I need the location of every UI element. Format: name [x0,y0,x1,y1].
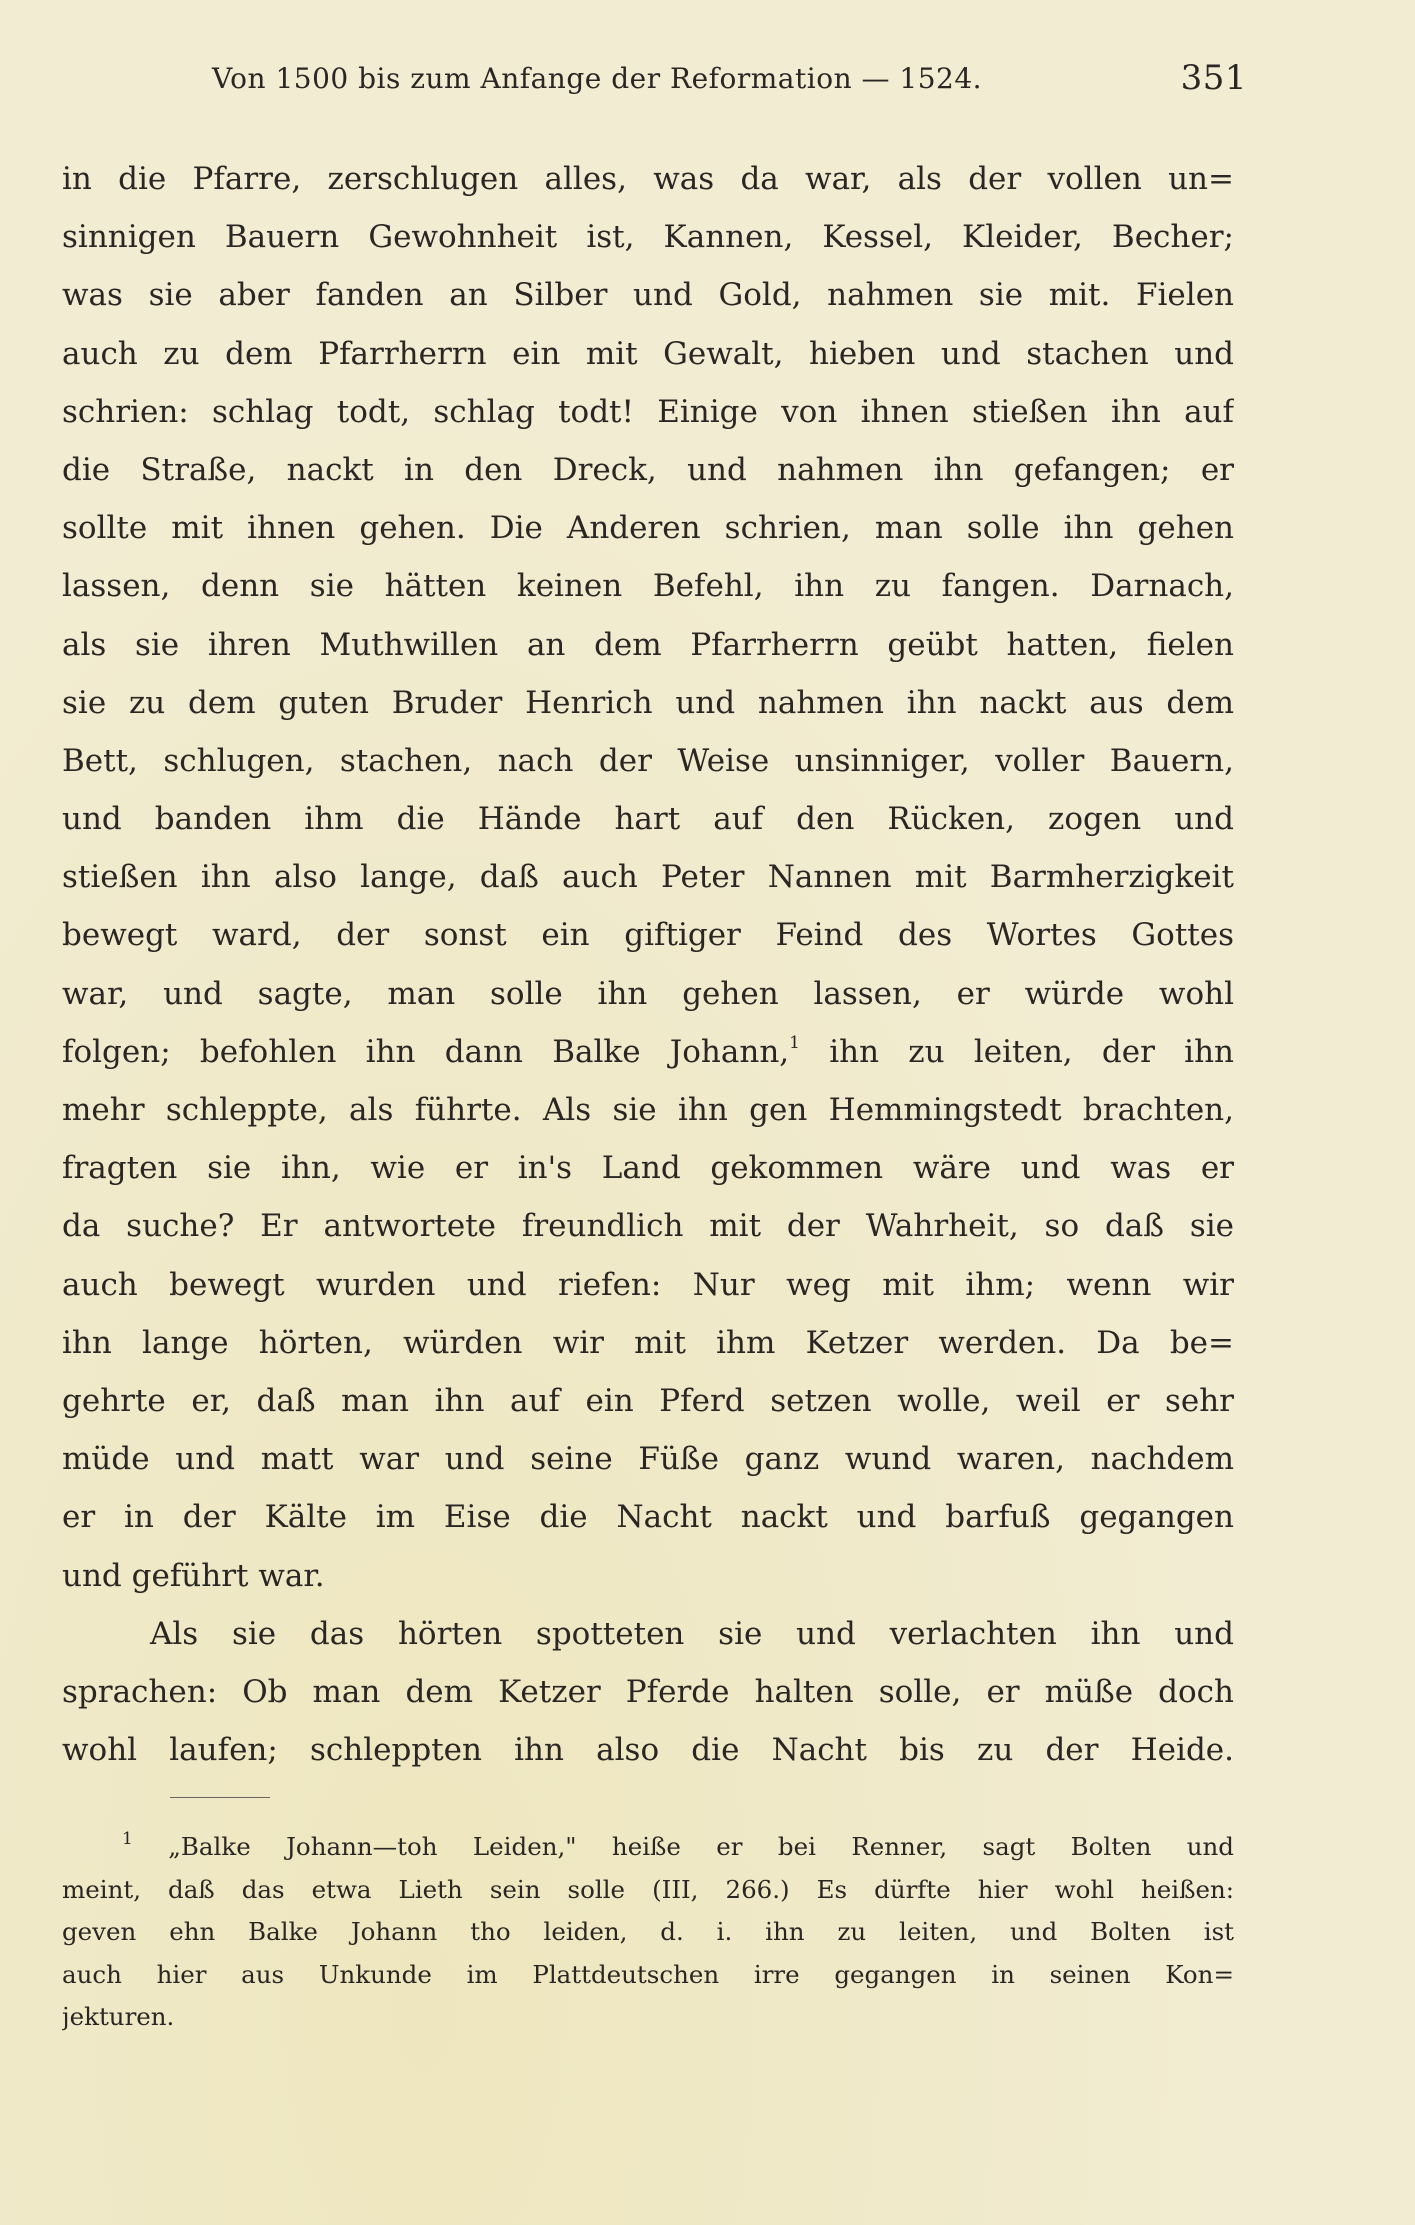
text-line: sinnigen Bauern Gewohnheit ist, Kannen, Kessel, Kleider, Becher; [62,219,1234,256]
footnote-line-text: „Balke Johann—toh Leiden," heiße er bei Renner, sagt Bolten und [168,1832,1234,1861]
footnote-reference: 1 [789,1033,800,1054]
text-line: Als sie das hörten spotteten sie und verlachten ihn und [150,1615,1234,1652]
text-line: schrien: schlag todt, schlag todt! Einige von ihnen stießen ihn auf [62,393,1234,430]
text-line-with-footnote [62,1023,1234,1081]
text-line: auch zu dem Pfarrherrn ein mit Gewalt, hieben und stachen und [62,335,1234,372]
text-line: lassen, denn sie hätten keinen Befehl, ihn zu fangen. Darnach, [62,568,1234,605]
text-line: sprachen: Ob man dem Ketzer Pferde halten solle, er müße doch [62,1673,1234,1710]
text-line: in die Pfarre, zerschlugen alles, was da war, als der vollen un= [62,161,1234,197]
text-line: was sie aber fanden an Silber und Gold, nahmen sie mit. Fielen [62,277,1234,314]
text-line: wohl laufen; schleppten ihn also die Nacht bis zu der Heide. [62,1732,1234,1769]
text-line: müde und matt war und seine Füße ganz wund waren, nachdem [62,1441,1234,1478]
text-line: auch bewegt wurden und riefen: Nur weg mit ihm; wenn wir [62,1266,1234,1303]
text-line: und banden ihm die Hände hart auf den Rücken, zogen und [62,801,1234,838]
footnote-line: jekturen. [62,2002,175,2031]
text-line: mehr schleppte, als führte. Als sie ihn gen Hemmingstedt brachten, [62,1092,1234,1128]
text-line: stießen ihn also lange, daß auch Peter Nannen mit Barmherzigkeit [62,859,1234,896]
text-line: Bett, schlugen, stachen, nach der Weise unsinniger, voller Bauern, [62,742,1234,779]
text-line: war, und sagte, man solle ihn gehen lassen, er würde wohl [62,975,1234,1012]
text-line: die Straße, nackt in den Dreck, und nahmen ihn gefangen; er [62,451,1234,488]
footnote [62,1826,1234,2039]
footnote-line: geven ehn Balke Johann tho leiden, d. i. ihn zu leiten, und Bolten ist [62,1917,1234,1946]
text-line: er in der Kälte im Eise die Nacht nackt und barfuß gegangen [62,1499,1234,1536]
running-head [212,58,1247,102]
text-line: ihn lange hörten, würden wir mit ihm Ketzer werden. Da be= [62,1324,1234,1361]
text-line: bewegt ward, der sonst ein giftiger Feind des Wortes Gottes [62,917,1234,954]
footnote-divider [170,1797,270,1798]
footnote-line [62,1826,1234,1869]
footnote-line: auch hier aus Unkunde im Plattdeutschen irre gegangen in seinen Kon= [62,1959,1234,1989]
text-line: als sie ihren Muthwillen an dem Pfarrherrn geübt hatten, fielen [62,626,1234,663]
page-number: 351 [1180,58,1247,98]
body-text [62,150,1234,1779]
text-line: sollte mit ihnen gehen. Die Anderen schrien, man solle ihn gehen [62,510,1234,547]
text-line: und geführt war. [62,1557,325,1594]
running-head-title: Von 1500 bis zum Anfange der Reformation — 1524. [212,62,983,95]
footnote-marker: 1 [122,1828,133,1849]
footnote-line: meint, daß das etwa Lieth sein solle (III, 266.) Es dürfte hier wohl heißen: [62,1874,1234,1904]
text-line-tail: ihn zu leiten, der ihn [829,1033,1234,1070]
text-line: fragten sie ihn, wie er in's Land gekommen wäre und was er [62,1150,1234,1187]
text-line: gehrte er, daß man ihn auf ein Pferd setzen wolle, weil er sehr [62,1382,1234,1419]
text-line-head: folgen; befohlen ihn dann Balke Johann, [62,1033,790,1070]
text-line: da suche? Er antwortete freundlich mit der Wahrheit, so daß sie [62,1208,1234,1245]
text-line: sie zu dem guten Bruder Henrich und nahmen ihn nackt aus dem [62,684,1234,721]
